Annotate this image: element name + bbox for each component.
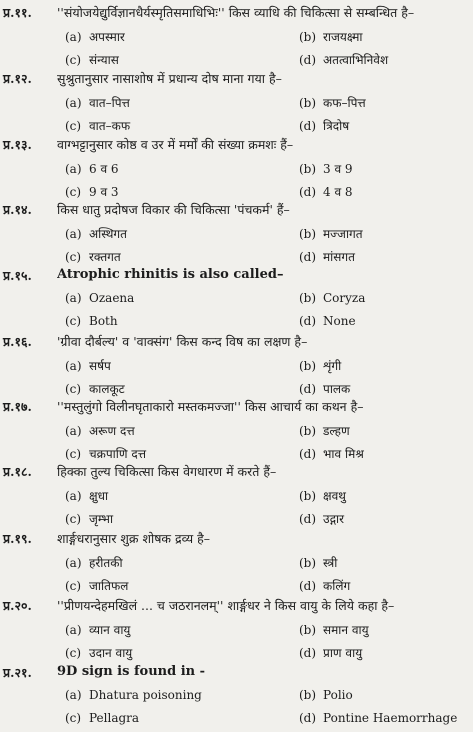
question-text: सुश्रुतानुसार नासाशोष में प्रधान्य दोष माना गया है– [57,71,282,86]
option-d: (d) पालक [299,382,351,396]
question-text: Atrophic rhinitis is also called– [57,267,284,282]
question-text: ''मस्तुलुंगो विलीनघृताकारो मस्तकमज्जा'' किस आचार्य का कथन है– [57,399,364,414]
question-number: प्र.११. [3,5,32,20]
option-b: (b) स्त्री [299,556,338,570]
option-b: (b) कफ–पित्त [299,96,366,110]
option-d: (d) कलिंग [299,579,351,593]
option-c: (c) चक्रपाणि दत्त [65,447,147,461]
question-text: वाग्भट्टानुसार कोष्ठ व उर में मर्मों की संख्या क्रमशः हैं– [57,137,294,152]
option-b: (b) मज्जागत [299,227,363,241]
question-number: प्र.१५. [3,268,32,283]
option-d: (d) अतत्वाभिनिवेश [299,53,389,67]
question-text: 'ग्रीवा दौर्बल्य' व 'वाक्संग' किस कन्द विष का लक्षण है– [57,334,308,349]
option-a: (a) Dhatura poisoning [65,688,202,702]
option-a: (a) अस्थिगत [65,227,127,241]
question-number: प्र.१८. [3,464,32,479]
question-text: शार्ङ्गधरानुसार शुक्र शोषक द्रव्य है– [57,531,211,546]
option-a: (a) क्षुधा [65,489,109,503]
option-b: (b) राजयक्ष्मा [299,30,363,44]
option-b: (b) शृंगी [299,359,342,373]
option-d: (d) मांसगत [299,250,355,264]
option-d: (d) त्रिदोष [299,119,350,133]
option-d: (d) उद्गार [299,512,344,526]
option-b: (b) Polio [299,688,353,702]
option-a: (a) सर्षप [65,359,111,373]
option-c: (c) Pellagra [65,711,140,725]
option-b: (b) Coryza [299,291,366,305]
option-a: (a) व्यान वायु [65,623,131,637]
option-c: (c) रक्तगत [65,250,121,264]
question-number: प्र.१२. [3,71,32,86]
question-number: प्र.१३. [3,137,32,152]
option-c: (c) संन्यास [65,53,119,67]
question-text: ''प्रीणयन्देहमखिलं ... च जठरानलम्'' शार्ङ्गधर ने किस वायु के लिये कहा है– [57,598,395,613]
question-number: प्र.१७. [3,399,32,414]
option-d: (d) Pontine Haemorrhage [299,711,458,725]
question-text: ''संयोजयेद्युर्विज्ञानधैर्यस्मृतिसमाधिभिः'' किस व्याधि की चिकित्सा से सम्बन्धित है– [57,5,415,20]
option-d: (d) भाव मिश्र [299,447,364,461]
option-b: (b) डल्हण [299,424,350,438]
option-d: (d) None [299,314,356,328]
option-a: (a) Ozaena [65,291,135,305]
option-c: (c) कालकूट [65,382,125,396]
option-c: (c) 9 व 3 [65,185,119,199]
option-b: (b) क्षवथु [299,489,346,503]
option-c: (c) जातिफल [65,579,129,593]
question-number: प्र.१४. [3,202,32,217]
option-d: (d) 4 व 8 [299,185,353,199]
question-text: किस धातु प्रदोषज विकार की चिकित्सा 'पंचकर्म' हैं– [57,202,290,217]
option-c: (c) उदान वायु [65,646,133,660]
question-text: हिक्का तुल्य चिकित्सा किस वेगधारण में करते हैं– [57,464,277,479]
option-c: (c) वात–कफ [65,119,131,133]
question-number: प्र.१६. [3,334,32,349]
option-b: (b) 3 व 9 [299,162,353,176]
option-a: (a) अपस्मार [65,30,125,44]
option-d: (d) प्राण वायु [299,646,363,660]
question-number: प्र.२१. [3,665,32,680]
option-a: (a) हरीतकी [65,556,123,570]
option-a: (a) वात–पित्त [65,96,130,110]
option-c: (c) Both [65,314,118,328]
question-number: प्र.१९. [3,531,32,546]
question-text: 9D sign is found in - [57,664,206,679]
option-a: (a) 6 व 6 [65,162,119,176]
option-c: (c) जृम्भा [65,512,114,526]
option-b: (b) समान वायु [299,623,369,637]
question-number: प्र.२०. [3,598,32,613]
option-a: (a) अरूण दत्त [65,424,135,438]
